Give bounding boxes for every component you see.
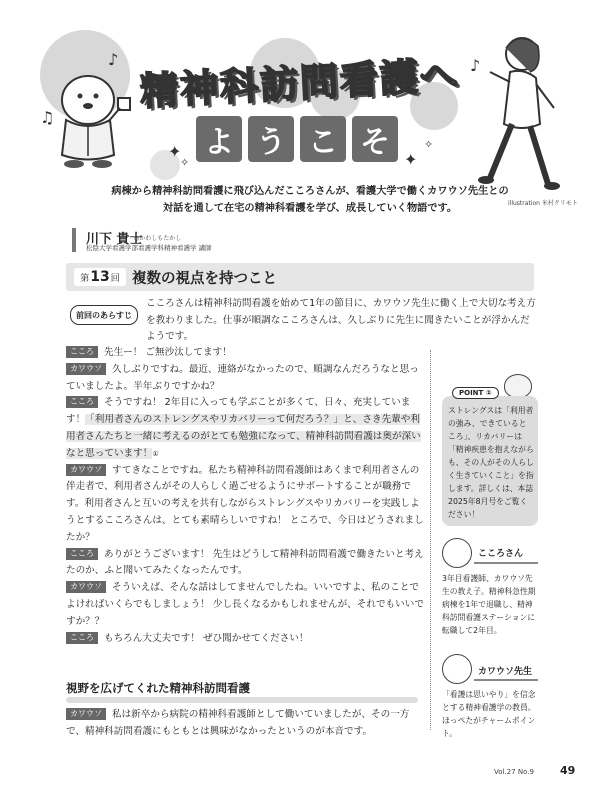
episode-number-label [74,268,126,286]
section-body [66,706,424,740]
speaker-tag: こころ [66,548,98,560]
episode-title: 複数の視点を持つこと [132,271,277,287]
kokoro-name-rule [474,562,538,564]
author-reading: ◎かわしもたかし [134,235,182,242]
highlighted-text: 「利用者さんのストレングスやリカバリーって何だろう？」と、さき先輩や利用者さんたちと一緒に考えるのがとても勉強になって、精神科訪問看護は奥が深いなと思っています！ [66,414,421,459]
sparkle-icon: ✦ [404,150,418,169]
music-note-icon: ♪ [108,50,119,69]
dialogue-text: ありがとうございます！ 先生はどうして精神科訪問看護で働きたいと考えたのか、ふと聞いてみたくなったんです。 [66,548,424,577]
dialogue-line [66,547,424,581]
dialogue-line [66,345,424,362]
episode-suffix: 回 [110,273,120,284]
dialogue-text: そういえば、そんな話はしてませんでしたね。いいですよ、私のことでよければいくらでもしましょう！ 少し長くなるかもしれませんが、それでもいいですか？？ [66,582,424,627]
speaker-tag: カワウソ [66,464,106,476]
author-affiliation: 松陰大学看護学部看護学科精神看護学 講師 [86,244,212,252]
section-title: 視野を広げてくれた精神科訪問看護 [66,681,250,695]
dialogue-line [66,362,424,396]
dialogue-line [66,463,424,547]
kokoro-avatar [442,538,472,568]
kokoro-name: こころさん [478,549,524,559]
sparkle-icon: ✧ [424,138,434,151]
dialogue-line [66,631,424,648]
page-number: 49 [560,764,576,777]
kawauso-avatar [442,654,472,684]
lead-text [100,183,520,217]
dialogue-line [66,395,424,462]
speaker-tag: こころ [66,632,98,644]
title-kana: う [248,116,294,162]
music-note-icon: ♪ [470,56,481,75]
dialogue-text: そうですね！ 2年目に入っても学ぶことが多くて、日々、充実しています！ [66,397,411,426]
episode-prefix: 第 [80,273,90,284]
speaker-tag: カワウソ [66,363,106,375]
kawauso-name-rule [474,679,538,681]
section-underline [66,697,418,703]
music-note-icon: ♫ [40,108,55,127]
kawauso-description: 「看護は思いやり」を信念とする精神看護学の教員。ほっぺたがチャームポイント。 [442,690,536,738]
otter-icon [504,374,532,398]
dialogue-text: 久しぶりですね。最近、連絡がなかったので、順調なんだろうなと思っていましたよ。半年ぶりですかね？ [66,363,419,392]
dialogue-text: すてきなことですね。私たち精神科訪問看護師はあくまで利用者さんの伴走者で、利用者さんがその人らしく過ごせるようにサポートすることが職務です。利用者さんと互いの考えを共有しながらストレングスやリカバリーを実践しようとするこころさんは、とても素晴らしいですね！ ところで、今日はどうされましたか？ [66,464,424,543]
lead-line: 対話を通して在宅の精神科看護を学び、成長していく物語です。 [162,203,458,214]
nurse-illustration [460,28,570,198]
page-title: 精神科訪問看護へ [139,51,462,114]
speaker-tag: カワウソ [66,708,106,720]
previous-summary-label: 前回のあらすじ [70,305,138,325]
dialogue-text: もちろん大丈夫です！ ぜひ聞かせてください！ [104,632,309,644]
sparkle-icon: ✦ [168,142,182,161]
point-label [452,387,499,399]
author-name: 川下 貴士 [86,232,143,247]
column-divider [430,350,431,730]
title-kana: そ [352,116,398,162]
kawauso-name: カワウソ先生 [478,667,533,677]
speaker-tag: こころ [66,346,98,358]
point-number: ① [485,389,492,397]
speaker-tag: こころ [66,396,98,408]
sparkle-icon: ✧ [180,156,190,169]
point-reference-mark: ① [152,449,159,458]
episode-number: 13 [90,269,110,285]
author-accent-bar [72,228,76,252]
point-text: ストレングスは「利用者の強み、できているところ」、リカバリーは「精神疾患を抱えながらも、その人がその人らしく生きていくこと」を指します。詳しくは、本誌2025年8月号をご覧ください！ [448,406,534,519]
title-kana-row [196,116,398,162]
speaker-tag: カワウソ [66,581,106,593]
point-label-text: POINT [459,389,484,397]
volume-number: Vol.27 No.9 [494,768,534,776]
previous-summary-text: こころさんは精神科訪問看護を始めて1年の節目に、カワウソ先生に働く上で大切な考え方を教わりました。仕事が順調なこころさんは、久しぶりに先生に聞きたいことが浮かんだようです。 [146,298,536,342]
title-kana: よ [196,116,242,162]
lead-line: 病棟から精神科訪問看護に飛び込んだこころさんが、看護大学で働くカワウソ先生との [111,186,509,197]
illustration-credit: illustration 米村クリモト [508,200,578,207]
section-text: 私は新卒から病院の精神科看護師として働いていましたが、その一方で、精神科訪問看護にもともとは興味がなかったというのが本音です。 [66,709,410,737]
dialogue-text: 先生ー！ ご無沙汰してます！ [104,347,232,358]
kokoro-description: 3年目看護師、カワウソ先生の教え子。精神科急性期病棟を1年で退職し、精神科訪問看護ステーションに転職して2年目。 [442,574,536,635]
dialogue-line [66,580,424,630]
title-kana: こ [300,116,346,162]
otter-illustration [44,60,144,170]
dialogue [66,345,424,647]
